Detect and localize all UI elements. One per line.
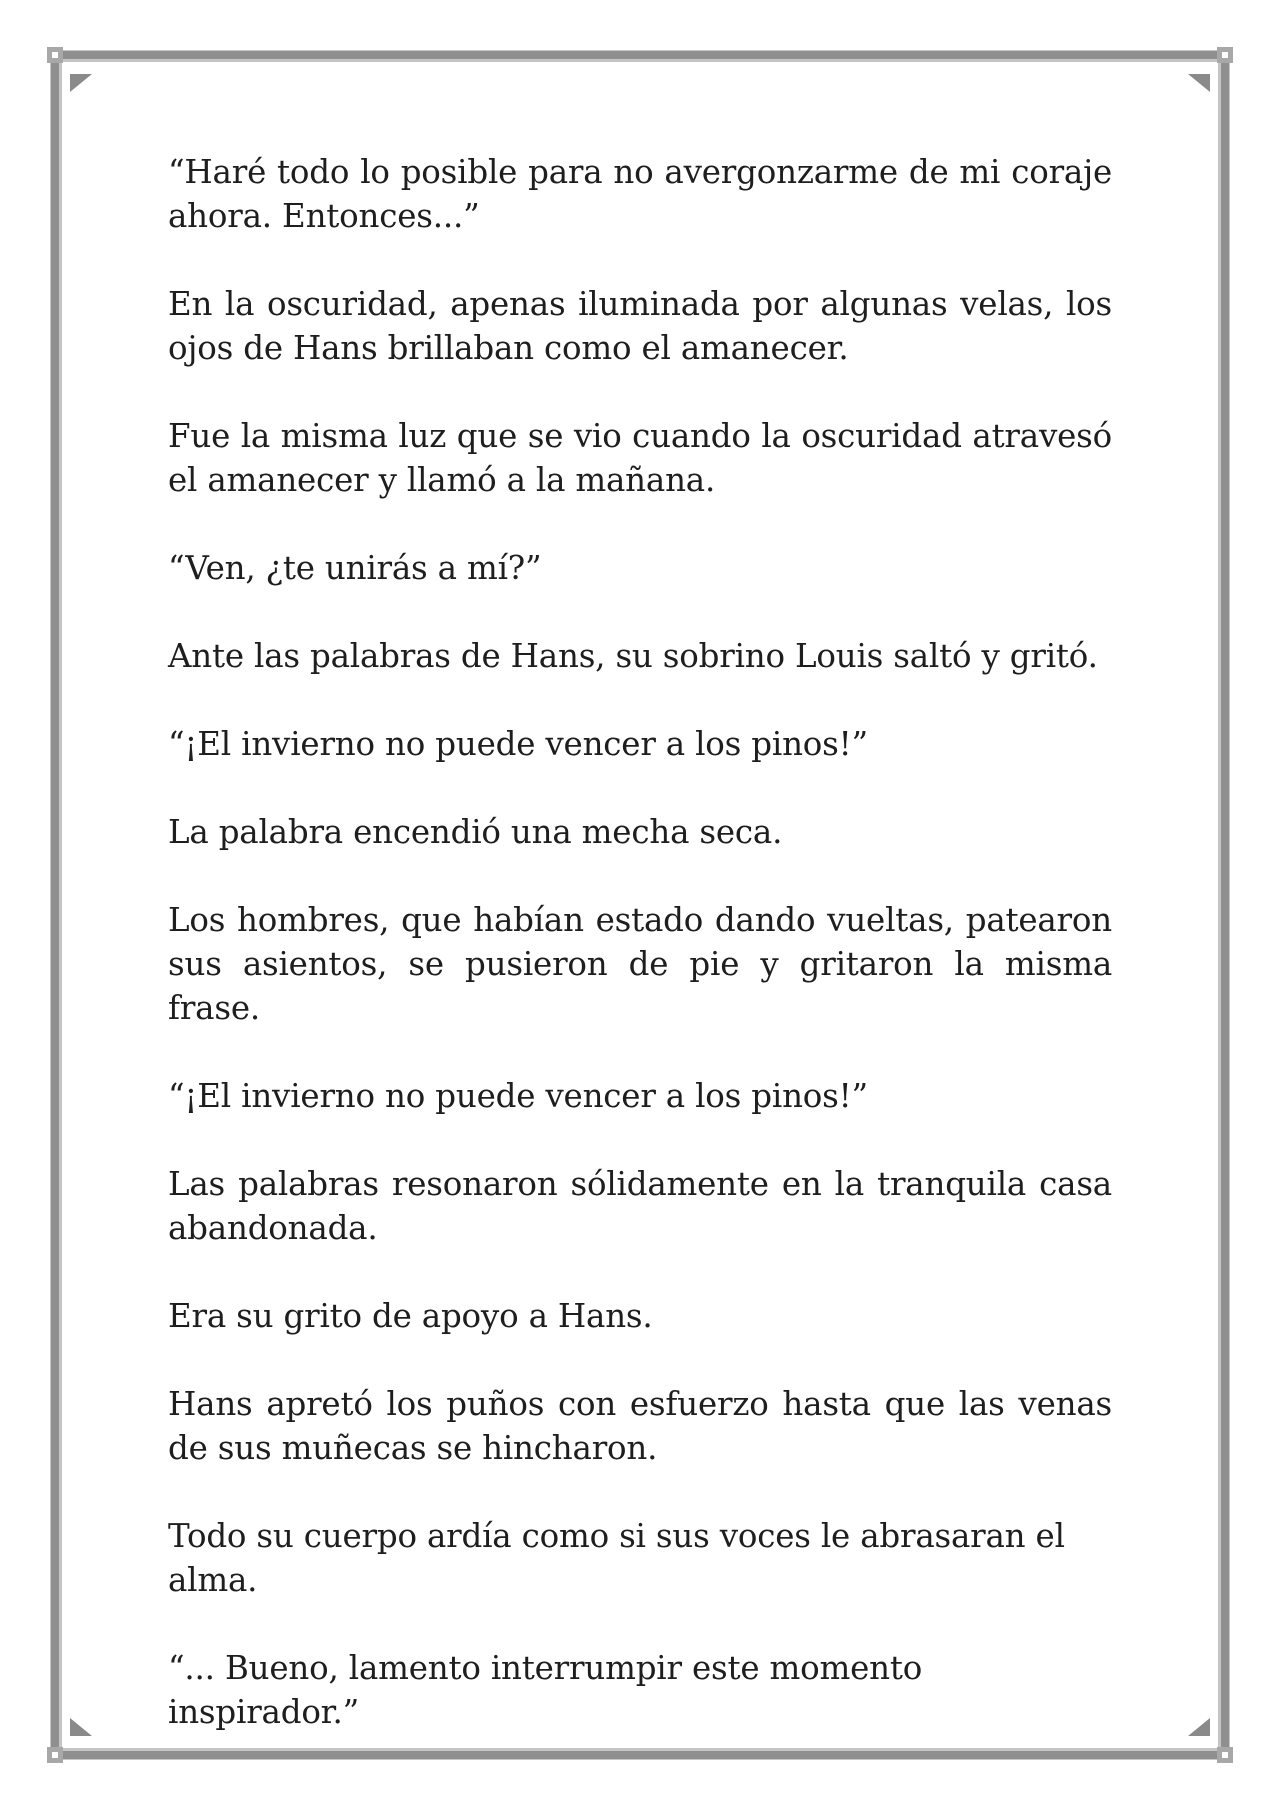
paragraph: “Haré todo lo posible para no avergonzarme de mi coraje ahora. Entonces...”: [168, 153, 1112, 235]
paragraph: “... Bueno, lamento interrumpir este momento inspirador.”: [168, 1649, 923, 1731]
paragraph: “¡El invierno no puede vencer a los pinos!”: [168, 1077, 868, 1115]
paragraph: Los hombres, que habían estado dando vueltas, patearon sus asientos, se pusieron de pie y gritaron la misma frase.: [168, 901, 1112, 1027]
paragraph: La palabra encendió una mecha seca.: [168, 813, 783, 851]
paragraph: Fue la misma luz que se vio cuando la oscuridad atravesó el amanecer y llamó a la mañana.: [168, 417, 1112, 499]
body-text: [168, 150, 1112, 1778]
paragraph: Las palabras resonaron sólidamente en la tranquila casa abandonada.: [168, 1165, 1112, 1247]
paragraph: Era su grito de apoyo a Hans.: [168, 1297, 653, 1335]
paragraph: Hans apretó los puños con esfuerzo hasta que las venas de sus muñecas se hincharon.: [168, 1385, 1112, 1467]
paragraph: Ante las palabras de Hans, su sobrino Louis saltó y gritó.: [168, 637, 1098, 675]
paragraph: “¡El invierno no puede vencer a los pinos!”: [168, 725, 868, 763]
paragraph: En la oscuridad, apenas iluminada por algunas velas, los ojos de Hans brillaban como el amanecer.: [168, 285, 1112, 367]
paragraph: Todo su cuerpo ardía como si sus voces le abrasaran el alma.: [168, 1517, 1065, 1599]
paragraph: “Ven, ¿te unirás a mí?”: [168, 549, 542, 587]
